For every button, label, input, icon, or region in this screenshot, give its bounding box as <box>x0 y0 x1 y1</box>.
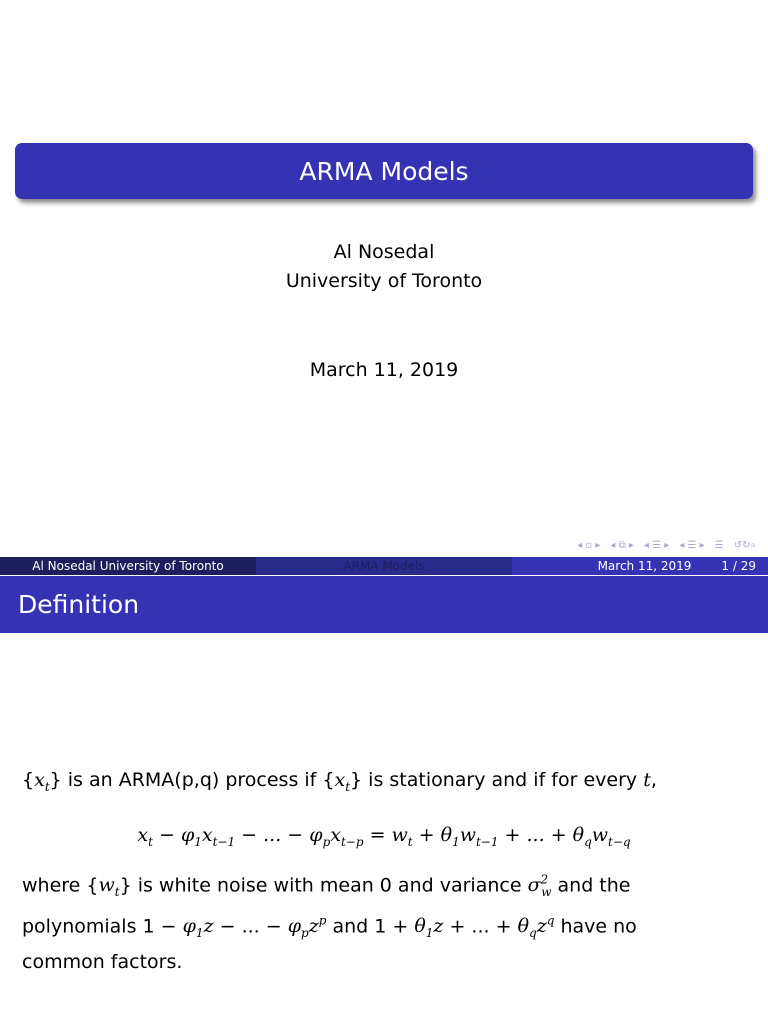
author-institution: University of Toronto <box>285 270 483 292</box>
nav-subsection-icon[interactable]: ◂ ⧉ ▸ <box>610 539 634 551</box>
arma-equation: $x_t - \varphi_1x_{t-1}$ − ... − $\varphi_px_{t-p} = w_t + \theta_1w_{t-1}$ + ... + $\theta_qw_{t-q}$ <box>137 824 631 849</box>
presentation-date: March 11, 2019 <box>309 359 459 381</box>
nav-frame-icon[interactable]: ◂ ▫ ▸ <box>577 539 601 551</box>
beamer-navigation-bar <box>573 538 760 552</box>
author-block <box>0 238 768 296</box>
frame-title-bar <box>0 576 768 633</box>
nav-search-icon[interactable]: ↺↻⌕ <box>733 539 756 551</box>
footer-author-text: Al Nosedal University of Toronto <box>32 559 224 573</box>
definition-slide <box>0 576 768 1024</box>
footer-date: March 11, 2019 <box>597 559 692 573</box>
nav-doc-icon[interactable]: ◂ ☰ ▸ <box>679 539 705 551</box>
footer-title <box>256 557 512 575</box>
nav-back-icon[interactable]: ☰ <box>714 539 724 551</box>
footer-author <box>0 557 256 575</box>
definition-intro: $\{x_t\}$ is an ARMA(p,q) process if $\{x_t\}$ is stationary and if for every t, <box>22 769 657 794</box>
author-name: Al Nosedal <box>333 241 435 263</box>
frame-title: Definition <box>18 590 140 619</box>
presentation-title-box <box>15 143 753 199</box>
presentation-title: ARMA Models <box>299 156 469 186</box>
slide-footer <box>0 557 768 575</box>
footer-page-number: 1 / 29 <box>721 559 756 573</box>
footer-title-text: ARMA Models <box>343 559 425 573</box>
definition-conditions: where $\{w_t\}$ is white noise with mean 0 and variance $\sigma^2_w$ and the polynomials $1 - \varphi_1z$ − ... − $\varphi_pz^p$ and $1 + \theta_1z$ + ... + $\theta_qz^q$ have no common factors. <box>22 873 637 974</box>
footer-date-page <box>512 557 768 575</box>
nav-section-icon[interactable]: ◂ ☰ ▸ <box>643 539 670 551</box>
